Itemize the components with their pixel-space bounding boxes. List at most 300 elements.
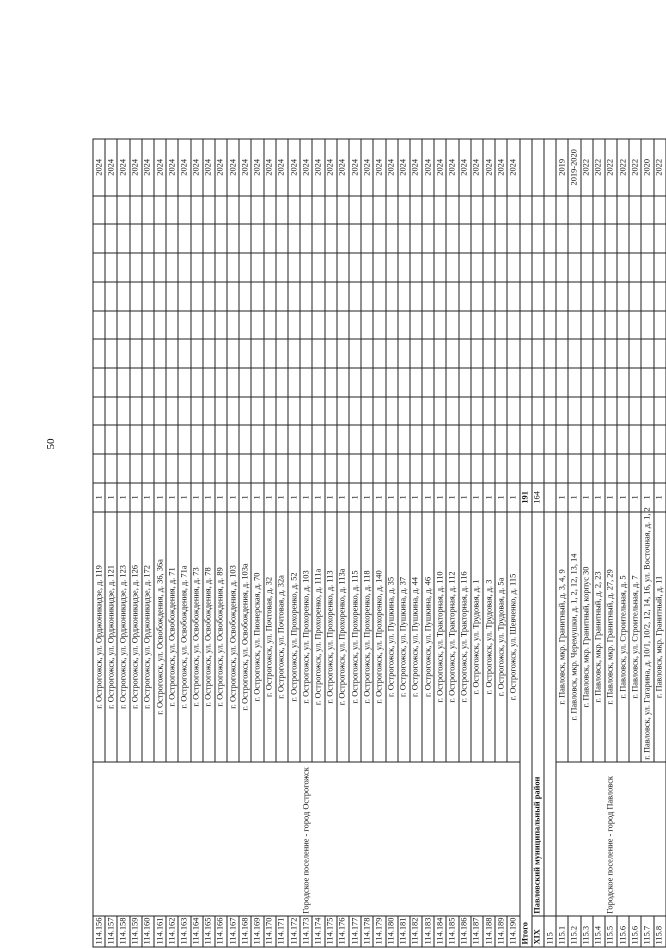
empty-cell: [93, 311, 105, 340]
row-count: 1: [495, 483, 507, 512]
empty-cell: [337, 224, 349, 253]
empty-cell: [251, 311, 263, 340]
empty-cell: [227, 454, 239, 483]
total-label: Итого: [520, 512, 532, 947]
empty-cell: [581, 196, 593, 225]
empty-cell: [203, 426, 215, 455]
row-year: 2024: [325, 139, 337, 196]
empty-cell: [520, 339, 532, 368]
row-address: г. Павловск, мкр. Гранитный, д. 2, 23: [593, 512, 605, 763]
empty-cell: [154, 339, 166, 368]
empty-cell: [93, 454, 105, 483]
row-id: 114.157: [105, 916, 117, 947]
empty-cell: [142, 368, 154, 397]
empty-cell: [325, 282, 337, 311]
empty-cell: [581, 282, 593, 311]
empty-cell: [398, 224, 410, 253]
row-address: г. Острогожск, ул. Орджоникидзе, д. 123: [117, 512, 129, 763]
empty-cell: [641, 282, 653, 311]
row-address: г. Острогожск, ул. Тракторная, д. 110: [434, 512, 446, 763]
row-id: 114.176: [337, 916, 349, 947]
empty-cell: [410, 282, 422, 311]
row-id: 114.173: [300, 916, 312, 947]
empty-cell: [532, 368, 544, 397]
empty-cell: [325, 426, 337, 455]
empty-cell: [276, 282, 288, 311]
empty-cell: [641, 397, 653, 426]
empty-cell: [325, 339, 337, 368]
row-count: 1: [191, 483, 203, 512]
empty-cell: [264, 196, 276, 225]
page-number: 50: [43, 424, 59, 464]
empty-cell: [483, 196, 495, 225]
row-id: 114.163: [178, 916, 190, 947]
row-id: 115.6: [629, 916, 641, 947]
empty-cell: [471, 426, 483, 455]
empty-cell: [373, 311, 385, 340]
row-count: 1: [166, 483, 178, 512]
empty-cell: [495, 368, 507, 397]
row-address: г. Острогожск, ул. Прохоренко, д. 113: [325, 512, 337, 763]
row-address: г. Павловск, ул. Строительная, д. 7: [629, 512, 641, 763]
empty-cell: [495, 454, 507, 483]
row-year: 2024: [422, 139, 434, 196]
empty-cell: [264, 426, 276, 455]
empty-cell: [520, 196, 532, 225]
empty-cell: [532, 397, 544, 426]
empty-cell: [386, 196, 398, 225]
total-row: [520, 139, 532, 947]
empty-cell: [276, 426, 288, 455]
empty-cell: [617, 426, 629, 455]
empty-cell: [312, 397, 324, 426]
empty-cell: [373, 224, 385, 253]
empty-cell: [166, 253, 178, 282]
empty-cell: [471, 311, 483, 340]
row-year: 2024: [410, 139, 422, 196]
empty-cell: [130, 282, 142, 311]
empty-cell: [507, 196, 519, 225]
row-id: 114.168: [239, 916, 251, 947]
empty-cell: [361, 311, 373, 340]
row-address: г. Острогожск, ул. Прохоренко, д. 115: [349, 512, 361, 763]
row-id: 114.178: [361, 916, 373, 947]
empty-cell: [264, 368, 276, 397]
row-year: 2022: [581, 139, 593, 196]
empty-cell: [483, 368, 495, 397]
empty-cell: [410, 196, 422, 225]
empty-cell: [593, 224, 605, 253]
row-id: 114.158: [117, 916, 129, 947]
row-count: 1: [142, 483, 154, 512]
empty-cell: [251, 253, 263, 282]
empty-cell: [349, 397, 361, 426]
empty-cell: [93, 224, 105, 253]
row-address: г. Острогожск, ул. Орджоникидзе, д. 172: [142, 512, 154, 763]
empty-cell: [386, 339, 398, 368]
row-id: 115.7: [641, 916, 653, 947]
row-year: 2024: [398, 139, 410, 196]
empty-cell: [276, 311, 288, 340]
empty-cell: [215, 368, 227, 397]
row-count: 1: [507, 483, 519, 512]
empty-cell: [605, 339, 617, 368]
empty-cell: [495, 426, 507, 455]
empty-cell: [495, 282, 507, 311]
empty-cell: [239, 311, 251, 340]
empty-cell: [568, 196, 580, 225]
empty-cell: [532, 426, 544, 455]
empty-cell: [386, 253, 398, 282]
row-count: 1: [264, 483, 276, 512]
empty-cell: [471, 339, 483, 368]
row-id: 115.2: [568, 916, 580, 947]
empty-cell: [654, 368, 666, 397]
empty-cell: [386, 397, 398, 426]
empty-cell: [593, 454, 605, 483]
empty-cell: [251, 368, 263, 397]
empty-cell: [166, 454, 178, 483]
row-year: 2024: [337, 139, 349, 196]
empty-cell: [288, 253, 300, 282]
row-address: г. Острогожск, ул. Почтовая, д. 32а: [276, 512, 288, 763]
empty-cell: [166, 311, 178, 340]
row-address: г. Острогожск, ул. Пушкина, д. 37: [398, 512, 410, 763]
empty-cell: [154, 253, 166, 282]
row-year: 2022: [593, 139, 605, 196]
row-year: 2024: [434, 139, 446, 196]
row-address: г. Острогожск, ул. Тракторная, д. 116: [459, 512, 471, 763]
row-count: 1: [215, 483, 227, 512]
empty-cell: [641, 426, 653, 455]
empty-cell: [629, 196, 641, 225]
empty-cell: [581, 224, 593, 253]
empty-cell: [629, 253, 641, 282]
empty-cell: [288, 282, 300, 311]
empty-cell: [203, 339, 215, 368]
empty-cell: [178, 196, 190, 225]
empty-cell: [227, 253, 239, 282]
empty-cell: [178, 224, 190, 253]
row-address: г. Острогожск, ул. Трудовая, д. 3: [483, 512, 495, 763]
row-address: г. Острогожск, ул. Прохоренко, д. 103: [300, 512, 312, 763]
empty-cell: [459, 311, 471, 340]
row-id: 114.180: [386, 916, 398, 947]
empty-cell: [142, 397, 154, 426]
empty-cell: [410, 224, 422, 253]
row-count: 1: [386, 483, 398, 512]
empty-cell: [434, 454, 446, 483]
empty-cell: [507, 224, 519, 253]
empty-cell: [191, 397, 203, 426]
empty-cell: [483, 253, 495, 282]
row-year: 2024: [507, 139, 519, 196]
empty-cell: [117, 368, 129, 397]
empty-cell: [568, 454, 580, 483]
row-count: 1: [154, 483, 166, 512]
empty-cell: [532, 196, 544, 225]
empty-cell: [556, 454, 568, 483]
empty-cell: [434, 426, 446, 455]
row-id: 115.8: [654, 916, 666, 947]
empty-cell: [446, 454, 458, 483]
empty-cell: [154, 311, 166, 340]
empty-cell: [227, 224, 239, 253]
empty-cell: [507, 426, 519, 455]
empty-cell: [239, 454, 251, 483]
row-count: 1: [605, 483, 617, 512]
row-year: 2024: [495, 139, 507, 196]
empty-cell: [422, 426, 434, 455]
empty-cell: [434, 224, 446, 253]
empty-cell: [203, 196, 215, 225]
empty-cell: [471, 454, 483, 483]
empty-cell: [568, 282, 580, 311]
row-year: 2024: [166, 139, 178, 196]
empty-cell: [117, 426, 129, 455]
row-count: 1: [300, 483, 312, 512]
empty-cell: [446, 224, 458, 253]
row-year: 2022: [654, 139, 666, 196]
empty-cell: [629, 282, 641, 311]
empty-cell: [361, 426, 373, 455]
row-count: 1: [239, 483, 251, 512]
empty-cell: [239, 368, 251, 397]
empty-cell: [520, 454, 532, 483]
empty-cell: [495, 339, 507, 368]
empty-cell: [422, 311, 434, 340]
row-id: 114.188: [483, 916, 495, 947]
row-id: 114.186: [459, 916, 471, 947]
empty-cell: [386, 454, 398, 483]
empty-cell: [166, 224, 178, 253]
empty-cell: [459, 224, 471, 253]
empty-cell: [215, 454, 227, 483]
row-year: 2024: [130, 139, 142, 196]
empty-cell: [312, 426, 324, 455]
empty-cell: [446, 196, 458, 225]
empty-cell: [276, 454, 288, 483]
empty-cell: [166, 196, 178, 225]
empty-cell: [373, 426, 385, 455]
total-value-1: 191: [520, 483, 532, 512]
row-count: 1: [593, 483, 605, 512]
empty-cell: [520, 253, 532, 282]
empty-cell: [300, 224, 312, 253]
empty-cell: [544, 224, 556, 253]
empty-cell: [93, 339, 105, 368]
empty-cell: [556, 224, 568, 253]
empty-cell: [386, 224, 398, 253]
empty-cell: [288, 426, 300, 455]
empty-cell: [446, 426, 458, 455]
empty-cell: [105, 253, 117, 282]
empty-cell: [605, 253, 617, 282]
empty-cell: [556, 368, 568, 397]
empty-cell: [398, 339, 410, 368]
empty-cell: [544, 139, 556, 196]
empty-cell: [471, 397, 483, 426]
empty-cell: [556, 253, 568, 282]
row-address: г. Острогожск, ул. Освобождения, д. 89: [215, 512, 227, 763]
empty-cell: [288, 397, 300, 426]
row-year: 2019: [556, 139, 568, 196]
empty-cell: [410, 426, 422, 455]
empty-cell: [154, 397, 166, 426]
empty-cell: [300, 311, 312, 340]
empty-cell: [361, 454, 373, 483]
empty-cell: [520, 282, 532, 311]
empty-cell: [361, 339, 373, 368]
row-year: 2024: [361, 139, 373, 196]
empty-cell: [459, 397, 471, 426]
empty-cell: [117, 397, 129, 426]
empty-cell: [178, 253, 190, 282]
empty-cell: [434, 368, 446, 397]
empty-cell: [349, 426, 361, 455]
empty-cell: [373, 368, 385, 397]
empty-cell: [178, 311, 190, 340]
empty-cell: [117, 454, 129, 483]
row-address: г. Острогожск, ул. Пушкина, д. 46: [422, 512, 434, 763]
empty-cell: [373, 282, 385, 311]
empty-cell: [361, 282, 373, 311]
row-id: 114.172: [288, 916, 300, 947]
empty-cell: [288, 368, 300, 397]
row-id: 114.177: [349, 916, 361, 947]
empty-cell: [264, 339, 276, 368]
empty-cell: [215, 426, 227, 455]
empty-cell: [312, 368, 324, 397]
empty-cell: [105, 224, 117, 253]
row-id: 114.166: [215, 916, 227, 947]
row-year: 2019-2020: [568, 139, 580, 196]
empty-cell: [203, 454, 215, 483]
empty-cell: [191, 454, 203, 483]
empty-cell: [422, 339, 434, 368]
empty-cell: [593, 368, 605, 397]
row-id: 114.190: [507, 916, 519, 947]
empty-cell: [93, 426, 105, 455]
empty-cell: [544, 397, 556, 426]
row-id: 114.175: [325, 916, 337, 947]
row-year: 2024: [349, 139, 361, 196]
empty-cell: [178, 454, 190, 483]
row-year: 2024: [312, 139, 324, 196]
empty-cell: [556, 311, 568, 340]
empty-cell: [337, 282, 349, 311]
empty-cell: [434, 253, 446, 282]
row-address: г. Острогожск, ул. Тракторная, д. 112: [446, 512, 458, 763]
empty-cell: [288, 454, 300, 483]
empty-cell: [641, 454, 653, 483]
row-address: г. Острогожск, ул. Почтовая, д. 32: [264, 512, 276, 763]
empty-cell: [288, 311, 300, 340]
empty-cell: [166, 282, 178, 311]
empty-cell: [130, 196, 142, 225]
empty-cell: [641, 339, 653, 368]
empty-cell: [142, 224, 154, 253]
row-year: 2024: [483, 139, 495, 196]
row-address: г. Острогожск, ул. Трудовая, д. 1: [471, 512, 483, 763]
empty-cell: [568, 397, 580, 426]
empty-cell: [544, 483, 556, 512]
empty-cell: [605, 196, 617, 225]
empty-cell: [178, 426, 190, 455]
row-count: 1: [434, 483, 446, 512]
row-count: 1: [629, 483, 641, 512]
empty-cell: [251, 224, 263, 253]
row-address: г. Острогожск, ул. Трудовая, д. 5а: [495, 512, 507, 763]
row-id: 114.184: [434, 916, 446, 947]
row-address: г. Павловск, мкр. Гранитный, корпус 30: [581, 512, 593, 763]
row-count: 1: [178, 483, 190, 512]
empty-cell: [203, 282, 215, 311]
empty-cell: [239, 426, 251, 455]
empty-cell: [337, 426, 349, 455]
empty-cell: [178, 368, 190, 397]
empty-cell: [471, 368, 483, 397]
row-address: г. Острогожск, ул. Прохоренко, д. 111а: [312, 512, 324, 763]
empty-cell: [251, 397, 263, 426]
empty-cell: [629, 426, 641, 455]
empty-cell: [434, 311, 446, 340]
empty-cell: [154, 196, 166, 225]
empty-cell: [325, 224, 337, 253]
row-address: г. Острогожск, ул. Орджоникидзе, д. 119: [93, 512, 105, 763]
empty-cell: [227, 426, 239, 455]
row-address: г. Острогожск, ул. Орджоникидзе, д. 121: [105, 512, 117, 763]
row-address: г. Острогожск, ул. Освобождения, д. 103а: [239, 512, 251, 763]
empty-cell: [386, 368, 398, 397]
section-title: Павловский муниципальный район: [532, 512, 544, 917]
empty-cell: [544, 454, 556, 483]
empty-cell: [325, 454, 337, 483]
empty-cell: [422, 196, 434, 225]
empty-cell: [215, 253, 227, 282]
empty-cell: [556, 397, 568, 426]
row-address: г. Острогожск, ул. Освобождения, д. 73: [191, 512, 203, 763]
row-id: 114.167: [227, 916, 239, 947]
empty-cell: [532, 311, 544, 340]
empty-cell: [410, 454, 422, 483]
empty-cell: [386, 426, 398, 455]
row-count: 1: [446, 483, 458, 512]
empty-cell: [459, 282, 471, 311]
empty-cell: [117, 311, 129, 340]
empty-cell: [215, 339, 227, 368]
empty-cell: [142, 339, 154, 368]
empty-cell: [654, 426, 666, 455]
empty-cell: [483, 224, 495, 253]
empty-cell: [276, 253, 288, 282]
row-year: 2024: [264, 139, 276, 196]
empty-cell: [641, 368, 653, 397]
row-id: 114.161: [154, 916, 166, 947]
row-address: г. Острогожск, ул. Освобождения, д. 71: [166, 512, 178, 763]
row-year: 2024: [191, 139, 203, 196]
empty-cell: [593, 339, 605, 368]
section-row: [532, 139, 544, 947]
row-address: г. Острогожск, ул. Шевченко, д. 115: [507, 512, 519, 763]
empty-cell: [203, 311, 215, 340]
empty-cell: [337, 196, 349, 225]
empty-cell: [93, 397, 105, 426]
row-count: 1: [105, 483, 117, 512]
empty-cell: [276, 368, 288, 397]
empty-cell: [495, 253, 507, 282]
empty-cell: [312, 282, 324, 311]
